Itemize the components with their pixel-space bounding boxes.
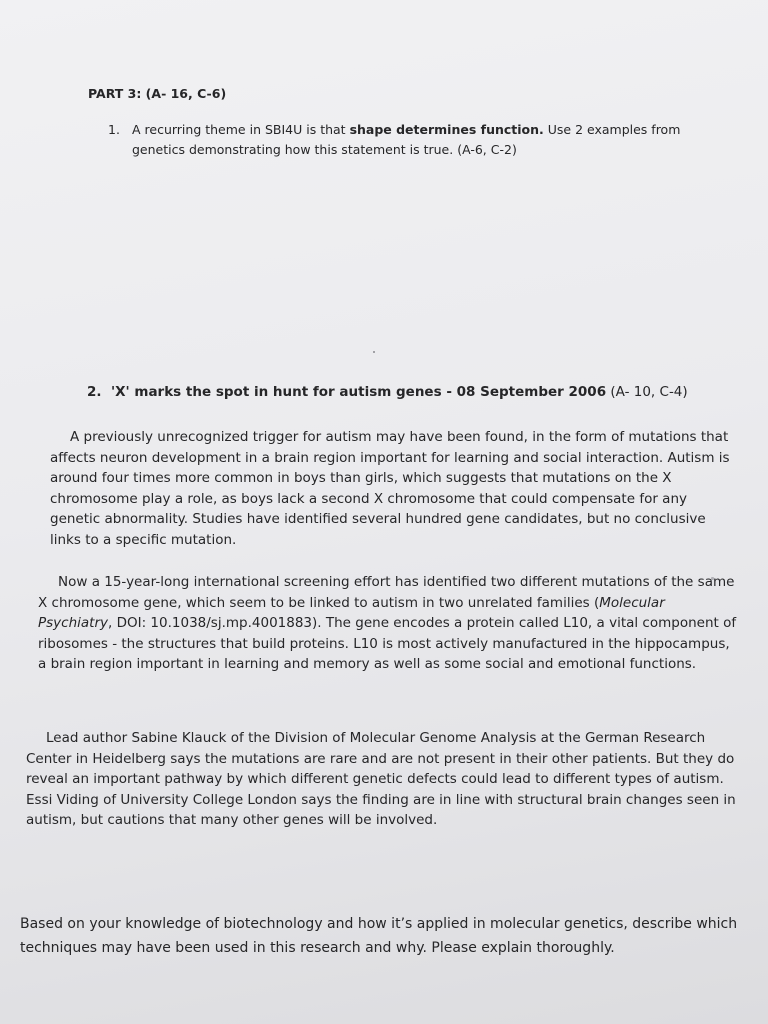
part-title: PART 3: (A- 16, C-6) [88,86,227,101]
question-1-text-start: A recurring theme in SBI4U is that [132,122,350,137]
question-2-marks: (A- 10, C-4) [606,384,688,400]
article-paragraph-2-start: Now a 15-year-long international screening effort has identified two different mutations of the same X chromosome gene, which seem to be linked to autism in two unrelated families ( [38,574,735,611]
question-1-number: 1. [108,122,120,137]
question-1-text-end: Use 2 examples from genetics demonstrating how this statement is true. (A-6, C-2) [132,122,681,157]
article-paragraph-2 [38,572,738,675]
article-paragraph-3: Lead author Sabine Klauck of the Division of Molecular Genome Analysis at the German Research Center in Heidelberg says the mutations are rare and are not present in their other patients. But they do reveal an important pathway by which different genetic defects could lead to different types of autism. Essi Viding of University College London says the finding are in line with structural brain changes seen in autism, but cautions that many other genes will be involved. [26,730,736,828]
question-1-text [132,120,708,160]
question-2-heading [87,384,688,400]
journal-name: Molecular Psychiatry [38,594,665,631]
question-1-emphasis: shape determines function. [349,122,544,137]
closing-prompt: Based on your knowledge of biotechnology and how it’s applied in molecular genetics, describe which techniques may have been used in this research and why. Please explain thoroughly. [20,916,738,956]
article-paragraph-2-end: , DOI: 10.1038/sj.mp.4001883). The gene encodes a protein called L10, a vital component of ribosomes - the structures that build proteins. L10 is most actively manufactured in the hippocampus, a brain region important in learning and memory as well as some social and emotional functions. [38,615,737,672]
question-1 [108,120,708,160]
question-2-number: 2. [87,384,102,400]
article-headline: 'X' marks the spot in hunt for autism genes - 08 September 2006 [111,384,607,400]
article-paragraph-1: A previously unrecognized trigger for autism may have been found, in the form of mutations that affects neuron development in a brain region important for learning and social interaction. Autism is around four times more common in boys than girls, which suggests that mutations on the X chromosome play a role, as boys lack a second X chromosome that could compensate for any genetic abnormality. Studies have identified several hundred gene candidates, but no conclusive links to a specific mutation. [50,429,730,548]
paper-speck [373,351,375,353]
